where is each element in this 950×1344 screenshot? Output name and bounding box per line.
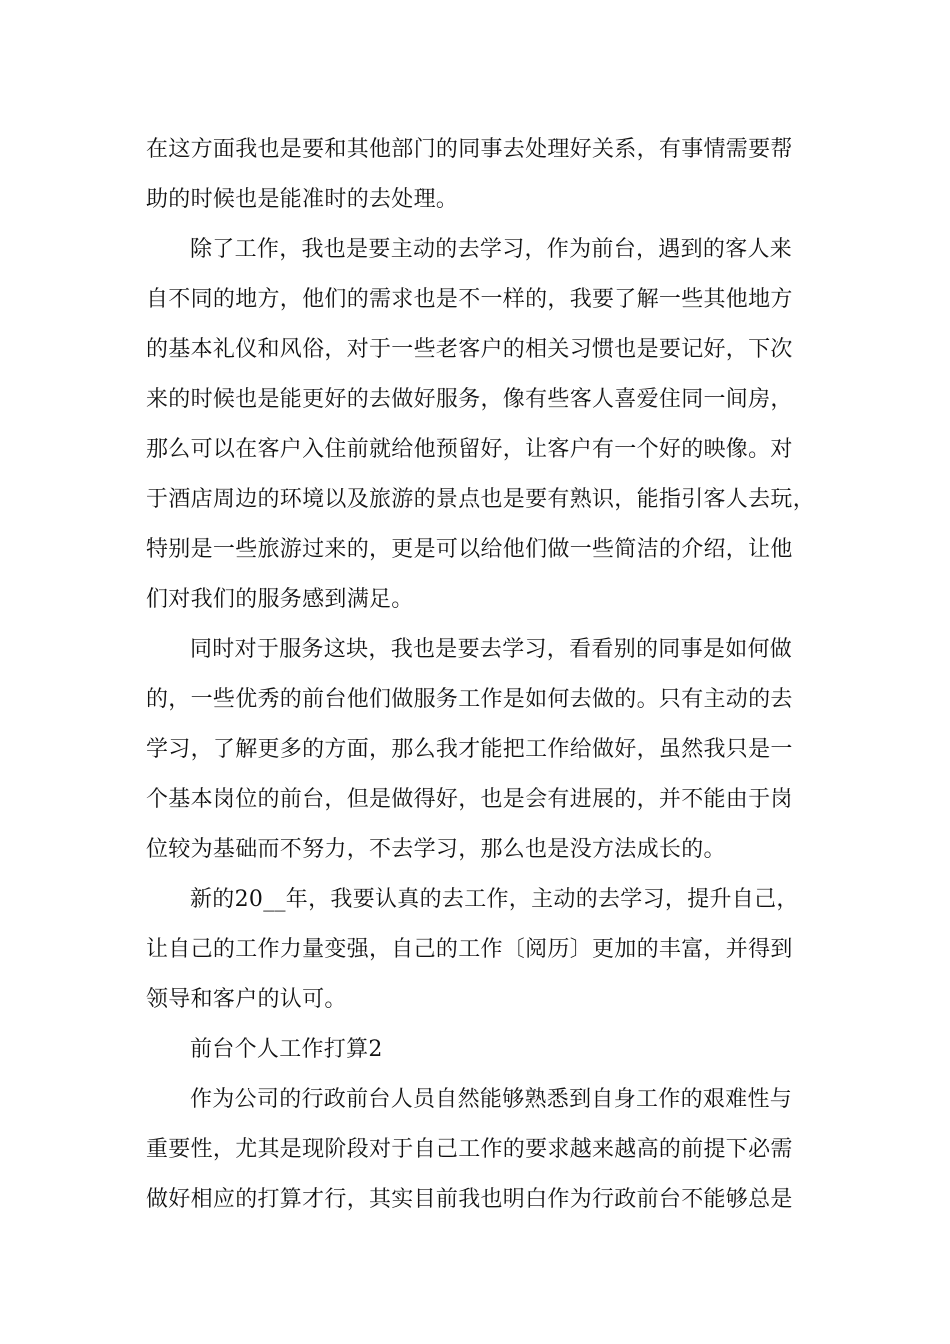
text-line: 特别是一些旅游过来的，更是可以给他们做一些简洁的介绍，让他: [146, 537, 793, 562]
text-line: 的基本礼仪和风俗，对于一些老客户的相关习惯也是要记好，下次: [146, 337, 793, 362]
text-line: 学习，了解更多的方面，那么我才能把工作给做好，虽然我只是一: [146, 737, 793, 762]
paragraph-first-line: 除了工作，我也是要主动的去学习，作为前台，遇到的客人来: [190, 237, 793, 262]
text-line: 重要性，尤其是现阶段对于自己工作的要求越来越高的前提下必需: [146, 1137, 793, 1162]
text-line: 的，一些优秀的前台他们做服务工作是如何去做的。只有主动的去: [146, 687, 793, 712]
paragraph-first-line: 新的20__年，我要认真的去工作，主动的去学习，提升自己，: [190, 887, 799, 912]
text-line: 位较为基础而不努力，不去学习，那么也是没方法成长的。: [146, 837, 726, 862]
text-line: 助的时候也是能准时的去处理。: [146, 187, 459, 212]
text-line: 做好相应的打算才行，其实目前我也明白作为行政前台不能够总是: [146, 1187, 793, 1212]
text-line: 在这方面我也是要和其他部门的同事去处理好关系，有事情需要帮: [146, 137, 793, 162]
text-line: 于酒店周边的环境以及旅游的景点也是要有熟识，能指引客人去玩，: [146, 487, 816, 512]
text-line: 那么可以在客户入住前就给他预留好，让客户有一个好的映像。对: [146, 437, 793, 462]
text-line: 来的时候也是能更好的去做好服务，像有些客人喜爱住同一间房，: [146, 387, 793, 412]
text-line: 个基本岗位的前台，但是做得好，也是会有进展的，并不能由于岗: [146, 787, 793, 812]
paragraph-first-line: 作为公司的行政前台人员自然能够熟悉到自身工作的艰难性与: [190, 1087, 793, 1112]
paragraph-first-line: 同时对于服务这块，我也是要去学习，看看别的同事是如何做: [190, 637, 793, 662]
text-line: 自不同的地方，他们的需求也是不一样的，我要了解一些其他地方: [146, 287, 793, 312]
text-line: 让自己的工作力量变强，自己的工作〔阅历〕更加的丰富，并得到: [146, 937, 793, 962]
text-line: 们对我们的服务感到满足。: [146, 587, 414, 612]
section-heading: 前台个人工作打算2: [190, 1037, 383, 1062]
text-line: 领导和客户的认可。: [146, 987, 347, 1012]
